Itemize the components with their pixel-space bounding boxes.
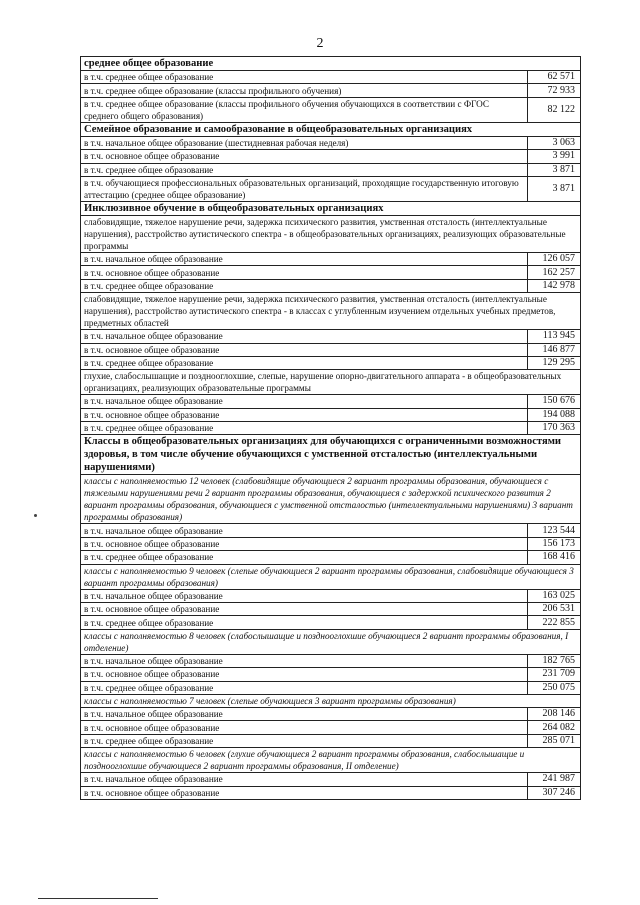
row-value: 126 057 bbox=[528, 252, 581, 265]
section-heading-row bbox=[81, 201, 581, 215]
table-row bbox=[81, 408, 581, 421]
class-note-row bbox=[81, 694, 581, 707]
class-note: классы с наполняемостью 6 человек (глухие обучающиеся 2 вариант программы образования, слабослышащие и позднооглохшие обучающиеся 2 вариант программы образования, II отделение) bbox=[81, 748, 581, 773]
class-note: классы с наполняемостью 12 человек (слабовидящие обучающиеся 2 вариант программы образования, обучающиеся с тяжелыми нарушениями речи 2 вариант программы образования, обучающиеся с задержкой психического развития 2 вариант программы образования, обучающиеся с умственной отсталостью (интеллектуальными нарушениями) 3 вариант программы образования) bbox=[81, 475, 581, 524]
row-label: в т.ч. основное общее образование bbox=[81, 721, 528, 734]
class-note-row bbox=[81, 629, 581, 654]
row-value: 182 765 bbox=[528, 654, 581, 667]
class-note: классы с наполняемостью 7 человек (слепые обучающиеся 3 вариант программы образования) bbox=[81, 694, 581, 707]
table-row bbox=[81, 343, 581, 356]
row-value: 72 933 bbox=[528, 84, 581, 97]
funding-norms-table bbox=[80, 56, 581, 800]
row-label: в т.ч. основное общее образование bbox=[81, 603, 528, 616]
row-value: 150 676 bbox=[528, 395, 581, 408]
row-label: в т.ч. основное общее образование bbox=[81, 537, 528, 550]
row-value: 162 257 bbox=[528, 266, 581, 279]
footnote-separator bbox=[38, 898, 158, 899]
category-description-row bbox=[81, 215, 581, 252]
row-label: в т.ч. среднее общее образование bbox=[81, 422, 528, 435]
row-label: в т.ч. среднее общее образование bbox=[81, 71, 528, 84]
row-label: в т.ч. начальное общее образование bbox=[81, 707, 528, 720]
section-heading-row bbox=[81, 435, 581, 475]
row-label: в т.ч. среднее общее образование bbox=[81, 356, 528, 369]
section-heading: Семейное образование и самообразование в общеобразовательных организациях bbox=[81, 122, 581, 136]
row-label: в т.ч. основное общее образование bbox=[81, 408, 528, 421]
row-label: в т.ч. среднее общее образование (классы профильного обучения обучающихся в соответствии с ФГОС среднего общего образования) bbox=[81, 97, 528, 122]
table-row bbox=[81, 616, 581, 629]
table-row bbox=[81, 654, 581, 667]
row-label: в т.ч. начальное общее образование bbox=[81, 395, 528, 408]
table-row bbox=[81, 786, 581, 799]
row-value: 163 025 bbox=[528, 589, 581, 602]
table-row bbox=[81, 773, 581, 786]
row-label: в т.ч. основное общее образование bbox=[81, 786, 528, 799]
table-row bbox=[81, 681, 581, 694]
table-row bbox=[81, 603, 581, 616]
table-row bbox=[81, 266, 581, 279]
row-value: 206 531 bbox=[528, 603, 581, 616]
table-row bbox=[81, 395, 581, 408]
table-row bbox=[81, 97, 581, 122]
row-label: в т.ч. среднее общее образование bbox=[81, 279, 528, 292]
row-value: 208 146 bbox=[528, 707, 581, 720]
table-row bbox=[81, 252, 581, 265]
row-value: 123 544 bbox=[528, 524, 581, 537]
category-description-row bbox=[81, 293, 581, 330]
row-label: в т.ч. среднее общее образование (классы профильного обучения) bbox=[81, 84, 528, 97]
row-value: 307 246 bbox=[528, 786, 581, 799]
row-value: 3 063 bbox=[528, 136, 581, 149]
row-label: в т.ч. среднее общее образование bbox=[81, 681, 528, 694]
row-value: 3 871 bbox=[528, 163, 581, 176]
row-value: 113 945 bbox=[528, 330, 581, 343]
table-row bbox=[81, 84, 581, 97]
row-value: 3 991 bbox=[528, 150, 581, 163]
row-label: в т.ч. основное общее образование bbox=[81, 150, 528, 163]
row-label: в т.ч. обучающиеся профессиональных образовательных организаций, проходящие государственную итоговую аттестацию (среднее общее образование) bbox=[81, 176, 528, 201]
table-row bbox=[81, 734, 581, 747]
row-value: 170 363 bbox=[528, 422, 581, 435]
row-value: 231 709 bbox=[528, 668, 581, 681]
row-label: в т.ч. среднее общее образование bbox=[81, 616, 528, 629]
row-value: 264 082 bbox=[528, 721, 581, 734]
section-heading: Инклюзивное обучение в общеобразовательных организациях bbox=[81, 201, 581, 215]
class-note: классы с наполняемостью 8 человек (слабослышащие и позднооглохшие обучающиеся 2 вариант программы образования, I отделение) bbox=[81, 629, 581, 654]
row-label: в т.ч. среднее общее образование bbox=[81, 163, 528, 176]
row-value: 222 855 bbox=[528, 616, 581, 629]
row-value: 3 871 bbox=[528, 176, 581, 201]
table-row bbox=[81, 279, 581, 292]
row-value: 285 071 bbox=[528, 734, 581, 747]
table-row bbox=[81, 71, 581, 84]
category-description: слабовидящие, тяжелое нарушение речи, задержка психического развития, умственная отсталость (интеллектуальные нарушения), расстройство аутистического спектра - в классах с углубленным изучением отдельных учебных предметов, предметных областей bbox=[81, 293, 581, 330]
row-label: в т.ч. начальное общее образование bbox=[81, 330, 528, 343]
row-label: в т.ч. среднее общее образование bbox=[81, 734, 528, 747]
row-label: в т.ч. начальное общее образование bbox=[81, 773, 528, 786]
row-value: 168 416 bbox=[528, 551, 581, 564]
row-value: 241 987 bbox=[528, 773, 581, 786]
row-value: 142 978 bbox=[528, 279, 581, 292]
row-label: в т.ч. начальное общее образование bbox=[81, 252, 528, 265]
row-label: в т.ч. начальное общее образование (шестидневная рабочая неделя) bbox=[81, 136, 528, 149]
table-row bbox=[81, 163, 581, 176]
category-description-row bbox=[81, 370, 581, 395]
section-heading: Классы в общеобразовательных организациях для обучающихся с ограниченными возможностями здоровья, в том числе обучение обучающихся с умственной отсталостью (интеллектуальными нарушениями) bbox=[81, 435, 581, 475]
row-value: 146 877 bbox=[528, 343, 581, 356]
row-value: 82 122 bbox=[528, 97, 581, 122]
section-heading-row bbox=[81, 122, 581, 136]
table-row bbox=[81, 422, 581, 435]
row-value: 250 075 bbox=[528, 681, 581, 694]
category-description: глухие, слабослышащие и позднооглохшие, слепые, нарушение опорно-двигательного аппарата - в общеобразовательных организациях, реализующих образовательные программы bbox=[81, 370, 581, 395]
table-row bbox=[81, 176, 581, 201]
table-row bbox=[81, 537, 581, 550]
table-row bbox=[81, 589, 581, 602]
row-value: 62 571 bbox=[528, 71, 581, 84]
table-row bbox=[81, 136, 581, 149]
row-value: 194 088 bbox=[528, 408, 581, 421]
row-label: в т.ч. среднее общее образование bbox=[81, 551, 528, 564]
class-note: классы с наполняемостью 9 человек (слепые обучающиеся 2 вариант программы образования, слабовидящие обучающиеся 3 вариант программы образования) bbox=[81, 564, 581, 589]
row-label: в т.ч. начальное общее образование bbox=[81, 524, 528, 537]
section-heading: среднее общее образование bbox=[81, 57, 581, 71]
row-label: в т.ч. основное общее образование bbox=[81, 266, 528, 279]
row-value: 129 295 bbox=[528, 356, 581, 369]
row-label: в т.ч. основное общее образование bbox=[81, 668, 528, 681]
section-heading-row bbox=[81, 57, 581, 71]
table-row bbox=[81, 356, 581, 369]
class-note-row bbox=[81, 475, 581, 524]
row-value: 156 173 bbox=[528, 537, 581, 550]
table-row bbox=[81, 707, 581, 720]
row-label: в т.ч. начальное общее образование bbox=[81, 654, 528, 667]
page-number: 2 bbox=[316, 36, 324, 51]
row-label: в т.ч. начальное общее образование bbox=[81, 589, 528, 602]
table-row bbox=[81, 150, 581, 163]
row-label: в т.ч. основное общее образование bbox=[81, 343, 528, 356]
class-note-row bbox=[81, 748, 581, 773]
margin-dot bbox=[34, 514, 37, 517]
table-row bbox=[81, 551, 581, 564]
table-row bbox=[81, 721, 581, 734]
table-row bbox=[81, 524, 581, 537]
class-note-row bbox=[81, 564, 581, 589]
table-row bbox=[81, 330, 581, 343]
table-row bbox=[81, 668, 581, 681]
category-description: слабовидящие, тяжелое нарушение речи, задержка психического развития, умственная отсталость (интеллектуальные нарушения), расстройство аутистического спектра - в общеобразовательных организациях, реализующих образовательные программы bbox=[81, 215, 581, 252]
